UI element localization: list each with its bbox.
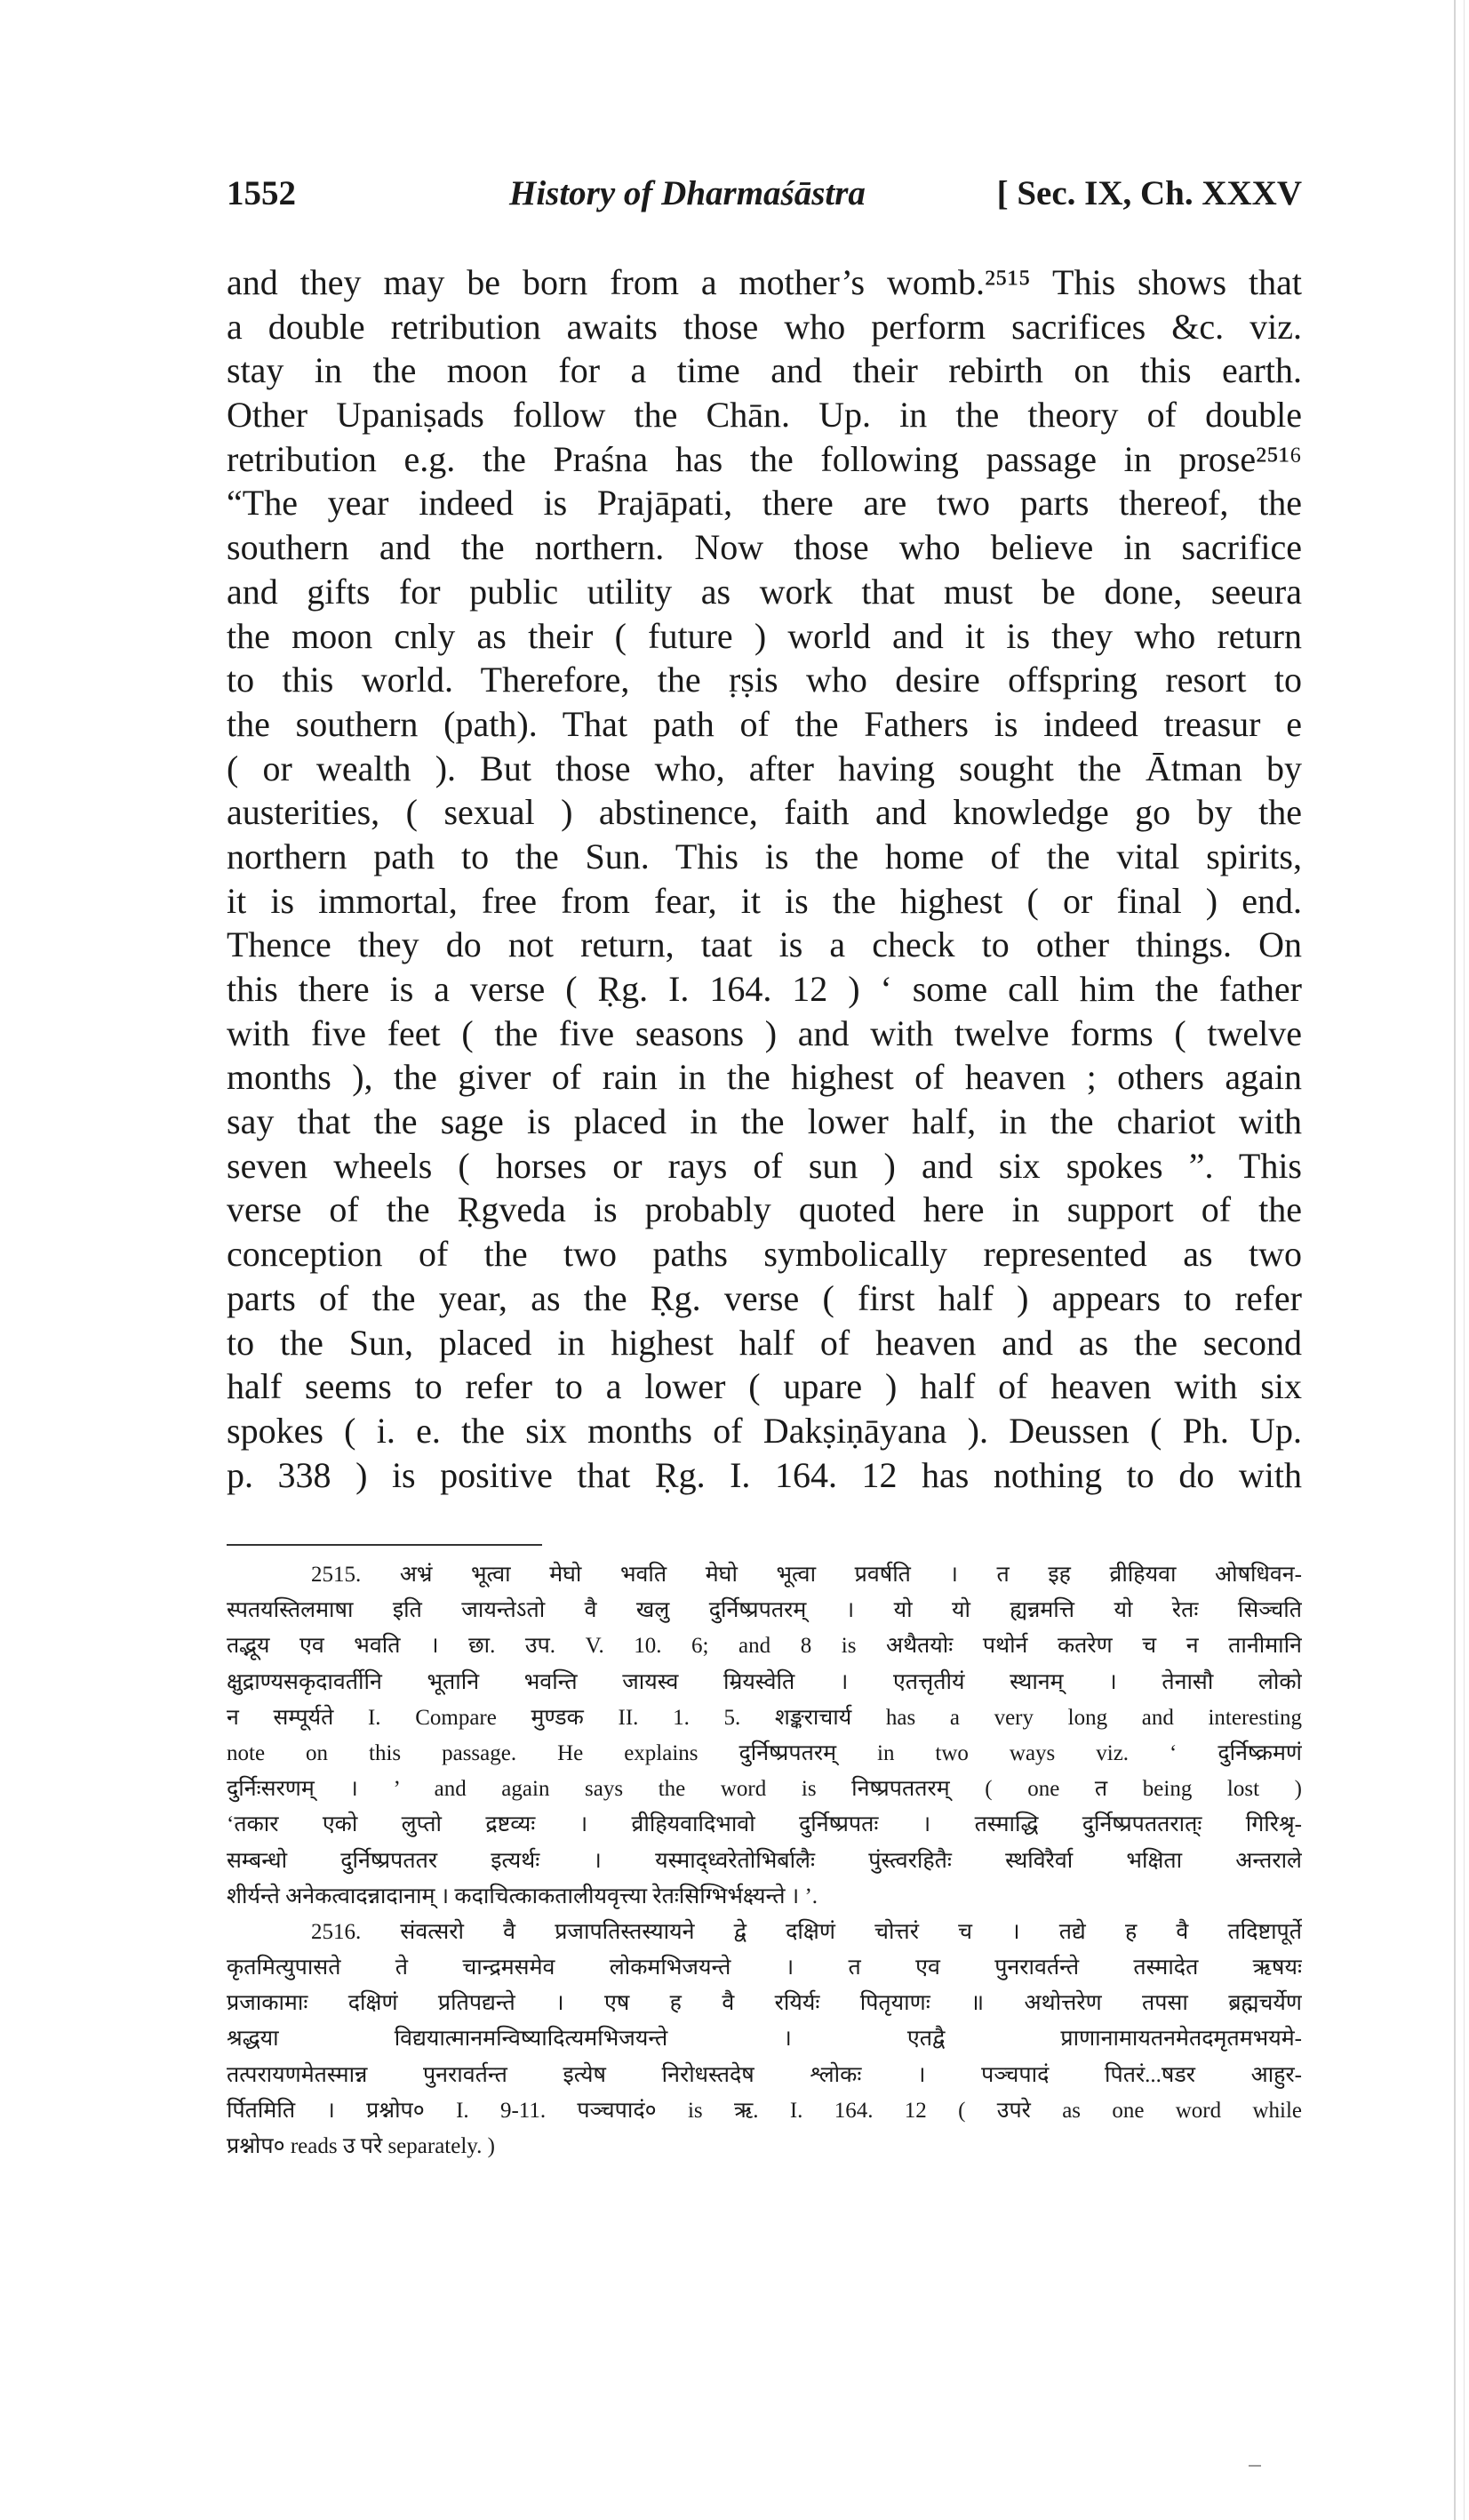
text-line: months ), the giver of rain in the highest of heaven ; others again xyxy=(227,1057,1302,1098)
text-line: to the Sun, placed in highest half of heaven and as the second xyxy=(227,1322,1302,1363)
scan-edge-line xyxy=(1454,0,1456,2520)
footnote-2516 xyxy=(227,1915,1302,2164)
text-line: this there is a verse ( Ṛg. I. 164. 12 ) ‘ some call him the father xyxy=(227,969,1302,1009)
text-line: verse of the Ṛgveda is probably quoted here in support of the xyxy=(227,1189,1302,1230)
text-line: “The year indeed is Prajāpati, there are two parts thereof, the xyxy=(227,483,1302,524)
footnote-line: दुर्निःसरणम् । ’ and again says the word is निष्प्रपततरम् ( one त being lost ) xyxy=(227,1777,1302,1802)
footnotes xyxy=(227,1557,1302,2164)
text-line: and gifts for public utility as work that must be done, seeura xyxy=(227,571,1302,612)
text-line: parts of the year, as the Ṛg. verse ( first half ) appears to refer xyxy=(227,1277,1302,1318)
text-line: southern and the northern. Now those who believe in sacrifice xyxy=(227,527,1302,568)
text-line: conception of the two paths symbolically represented as two xyxy=(227,1234,1302,1275)
text-line: and they may be born from a mother’s womb.²⁵¹⁵ This shows that xyxy=(227,262,1302,302)
text-line: austerities, ( sexual ) abstinence, faith and knowledge go by the xyxy=(227,792,1302,833)
text-line: p. 338 ) is positive that Ṛg. I. 164. 12 has nothing to do with xyxy=(227,1454,1302,1495)
footnote-line: न सम्पूर्यते I. Compare मुण्डक II. 1. 5. शङ्कराचार्य has a very long and interesting xyxy=(227,1705,1302,1730)
text-line: northern path to the Sun. This is the home of the vital spirits, xyxy=(227,836,1302,876)
footnote-line: कृतमित्युपासते ते चान्द्रमसमेव लोकमभिजयन्ते । त एव पुनरावर्तन्ते तस्मादेत ऋषयः xyxy=(227,1956,1302,1980)
footnote-divider xyxy=(227,1544,542,1546)
text-line: Other Upaniṣads follow the Chān. Up. in the theory of double xyxy=(227,395,1302,436)
footnote-line: तत्परायणमेतस्मान्न पुनरावर्तन्त इत्येष निरोधस्तदेष श्लोकः । पञ्चपादं पितरं...षडर आहुर- xyxy=(227,2062,1302,2087)
footnote-line: 2515. अभ्रं भूत्वा मेघो भवति मेघो भूत्वा प्रवर्षति । त इह व्रीहियवा ओषधिवन- xyxy=(311,1563,1302,1587)
text-line: a double retribution awaits those who perform sacrifices &c. viz. xyxy=(227,306,1302,347)
book-title: History of Dharmaśāstra xyxy=(509,174,866,212)
text-line: stay in the moon for a time and their rebirth on this earth. xyxy=(227,350,1302,391)
footnote-line: क्षुद्राण्यसकृदावर्तीनि भूतानि भवन्ति जायस्व म्रियस्वेति । एतत्तृतीयं स्थानम् । तेनासौ लोको xyxy=(227,1669,1302,1694)
text-line: say that the sage is placed in the lower half, in the chariot with xyxy=(227,1101,1302,1142)
footnote-line: note on this passage. He explains दुर्निष्प्रपतरम् in two ways viz. ‘ दुर्निष्क्रमणं xyxy=(227,1740,1302,1765)
section-label: [ Sec. IX, Ch. XXXV xyxy=(996,174,1302,212)
text-line: the moon cnly as their ( future ) world and it is they who return xyxy=(227,615,1302,656)
scan-speck xyxy=(1249,2465,1261,2467)
page-number: 1552 xyxy=(227,174,296,212)
running-header xyxy=(227,173,1302,227)
text-line: ( or wealth ). But those who, after having sought the Ātman by xyxy=(227,748,1302,788)
text-line: retribution e.g. the Praśna has the following passage in prose²⁵¹⁶ xyxy=(227,438,1302,479)
text-line: Thence they do not return, taat is a check to other things. On xyxy=(227,924,1302,965)
text-line: to this world. Therefore, the ṛṣis who desire offspring resort to xyxy=(227,660,1302,700)
footnote-line: र्पितमिति । प्रश्नोप० I. 9-11. पञ्चपादं० is ऋ. I. 164. 12 ( उपरे as one word while xyxy=(227,2098,1302,2123)
footnote-line: श्रद्धया विद्ययात्मानमन्विष्यादित्यमभिजयन्ते । एतद्वै प्राणानामायतनमेतदमृतमभयमे- xyxy=(227,2027,1302,2052)
footnote-line: प्रजाकामाः दक्षिणं प्रतिपद्यन्ते । एष ह वै रयिर्यः पितृयाणः ॥ अथोत्तरेण तपसा ब्रह्मचर्येण xyxy=(227,1991,1302,2016)
footnote-line: शीर्यन्ते अनेकत्वादन्नादानाम् । कदाचित्काकतालीयवृत्त्या रेतःसिग्भिर्भक्ष्यन्ते । ’. xyxy=(227,1884,818,1908)
main-text xyxy=(227,260,1302,1497)
text-line: it is immortal, free from fear, it is the highest ( or final ) end. xyxy=(227,880,1302,921)
footnote-2515 xyxy=(227,1557,1302,1915)
footnote-line: 2516. संवत्सरो वै प्रजापतिस्तस्यायने द्वे दक्षिणं चोत्तरं च । तद्ये ह वै तदिष्टापूर्ते xyxy=(311,1919,1302,1944)
text-line: seven wheels ( horses or rays of sun ) and six spokes ”. This xyxy=(227,1145,1302,1186)
footnote-line: ‘तकार एको लुप्तो द्रष्टव्यः । व्रीहियवादिभावो दुर्निष्प्रपतः । तस्माद्धि दुर्निष्प्रपततरात्‌ः गिरिश्रृ- xyxy=(227,1812,1302,1837)
text-line: spokes ( i. e. the six months of Dakṣiṇāyana ). Deussen ( Ph. Up. xyxy=(227,1410,1302,1451)
footnote-line: सम्बन्धो दुर्निष्प्रपततर इत्यर्थः । यस्माद्ध्वरेतोभिर्बालैः पुंस्त्वरहितैः स्थविरैर्वा भक्षिता अन्तराले xyxy=(227,1848,1302,1873)
text-line: with five feet ( the five seasons ) and with twelve forms ( twelve xyxy=(227,1012,1302,1053)
scan-edge-line xyxy=(1464,0,1465,2520)
footnote-line: तद्भूय एव भवति । छा. उप. V. 10. 6; and 8 is अथैतयोः पथोर्न कतरेण च न तानीमानि xyxy=(227,1634,1302,1659)
footnote-line: स्पतयस्तिलमाषा इति जायन्तेऽतो वै खलु दुर्निष्प्रपतरम् । यो यो ह्यन्नमत्ति यो रेतः सिञ्चति xyxy=(227,1598,1302,1623)
text-line: the southern (path). That path of the Fathers is indeed treasur e xyxy=(227,703,1302,744)
text-line: half seems to refer to a lower ( upare ) half of heaven with six xyxy=(227,1366,1302,1407)
footnote-line: प्रश्नोप० reads उ परे separately. ) xyxy=(227,2134,495,2158)
